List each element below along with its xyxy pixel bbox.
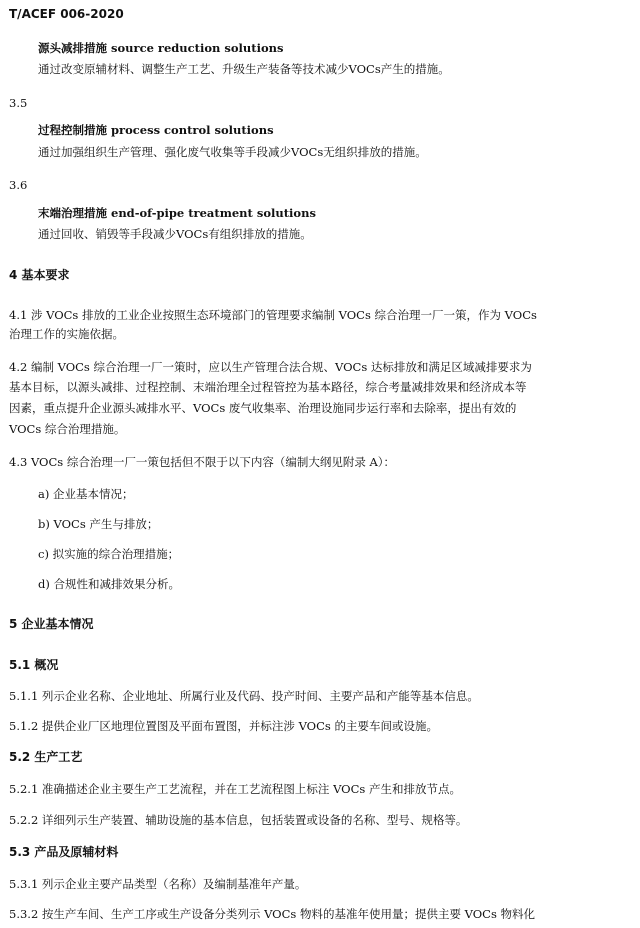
section-heading: 5 企业基本情况 — [9, 617, 94, 631]
term-number: 3.6 — [9, 178, 28, 192]
subsection-heading: 5.1 概况 — [9, 658, 59, 672]
term-number: 3.5 — [9, 96, 28, 110]
subsection-heading: 5.2 生产工艺 — [9, 750, 83, 764]
clause-5-1-2: 5.1.2 提供企业厂区地理位置图及平面布置图，并标注涉 VOCs 的主要车间或设施。 — [9, 719, 438, 733]
term-definition: 通过加强组织生产管理、强化废气收集等手段减少VOCs无组织排放的措施。 — [38, 145, 427, 159]
clause-4-2-line: 基本目标，以源头减排、过程控制、末端治理全过程管控为基本路径，综合考量减排效果和经济成本等 — [9, 380, 527, 394]
clause-4-2-line: VOCs 综合治理措施。 — [9, 422, 126, 436]
term-definition: 通过回收、销毁等手段减少VOCs有组织排放的措施。 — [38, 227, 312, 241]
term-title: 过程控制措施 process control solutions — [38, 123, 274, 137]
term-definition: 通过改变原辅材料、调整生产工艺、升级生产装备等技术减少VOCs产生的措施。 — [38, 62, 450, 76]
clause-4-1-line: 治理工作的实施依据。 — [9, 327, 124, 341]
term-title: 末端治理措施 end-of-pipe treatment solutions — [38, 206, 316, 220]
clause-4-2-line: 4.2 编制 VOCs 综合治理一厂一策时，应以生产管理合法合规、VOCs 达标排放和满足区域减排要求为 — [9, 360, 532, 374]
clause-5-3-1: 5.3.1 列示企业主要产品类型（名称）及编制基准年产量。 — [9, 877, 307, 891]
clause-4-2-line: 因素，重点提升企业源头减排水平、VOCs 废气收集率、治理设施同步运行率和去除率，提出有效的 — [9, 401, 517, 415]
list-item: b) VOCs 产生与排放； — [38, 517, 159, 531]
term-title: 源头减排措施 source reduction solutions — [38, 41, 284, 55]
clause-5-2-2: 5.2.2 详细列示生产装置、辅助设施的基本信息，包括装置或设备的名称、型号、规格等。 — [9, 813, 468, 827]
document-code: T/ACEF 006-2020 — [9, 7, 124, 21]
clause-4-3: 4.3 VOCs 综合治理一厂一策包括但不限于以下内容（编制大纲见附录 A）： — [9, 455, 396, 469]
section-heading: 4 基本要求 — [9, 268, 70, 282]
clause-5-2-1: 5.2.1 准确描述企业主要生产工艺流程，并在工艺流程图上标注 VOCs 产生和排放节点。 — [9, 782, 461, 796]
list-item: c) 拟实施的综合治理措施； — [38, 547, 180, 561]
subsection-heading: 5.3 产品及原辅材料 — [9, 845, 119, 859]
list-item: a) 企业基本情况； — [38, 487, 134, 501]
clause-5-3-2: 5.3.2 按生产车间、生产工序或生产设备分类列示 VOCs 物料的基准年使用量；提供主要 VOCs 物料化 — [9, 907, 535, 921]
clause-4-1-line: 4.1 涉 VOCs 排放的工业企业按照生态环境部门的管理要求编制 VOCs 综合治理一厂一策，作为 VOCs — [9, 308, 537, 322]
clause-5-1-1: 5.1.1 列示企业名称、企业地址、所属行业及代码、投产时间、主要产品和产能等基本信息。 — [9, 689, 479, 703]
list-item: d) 合规性和减排效果分析。 — [38, 577, 181, 591]
